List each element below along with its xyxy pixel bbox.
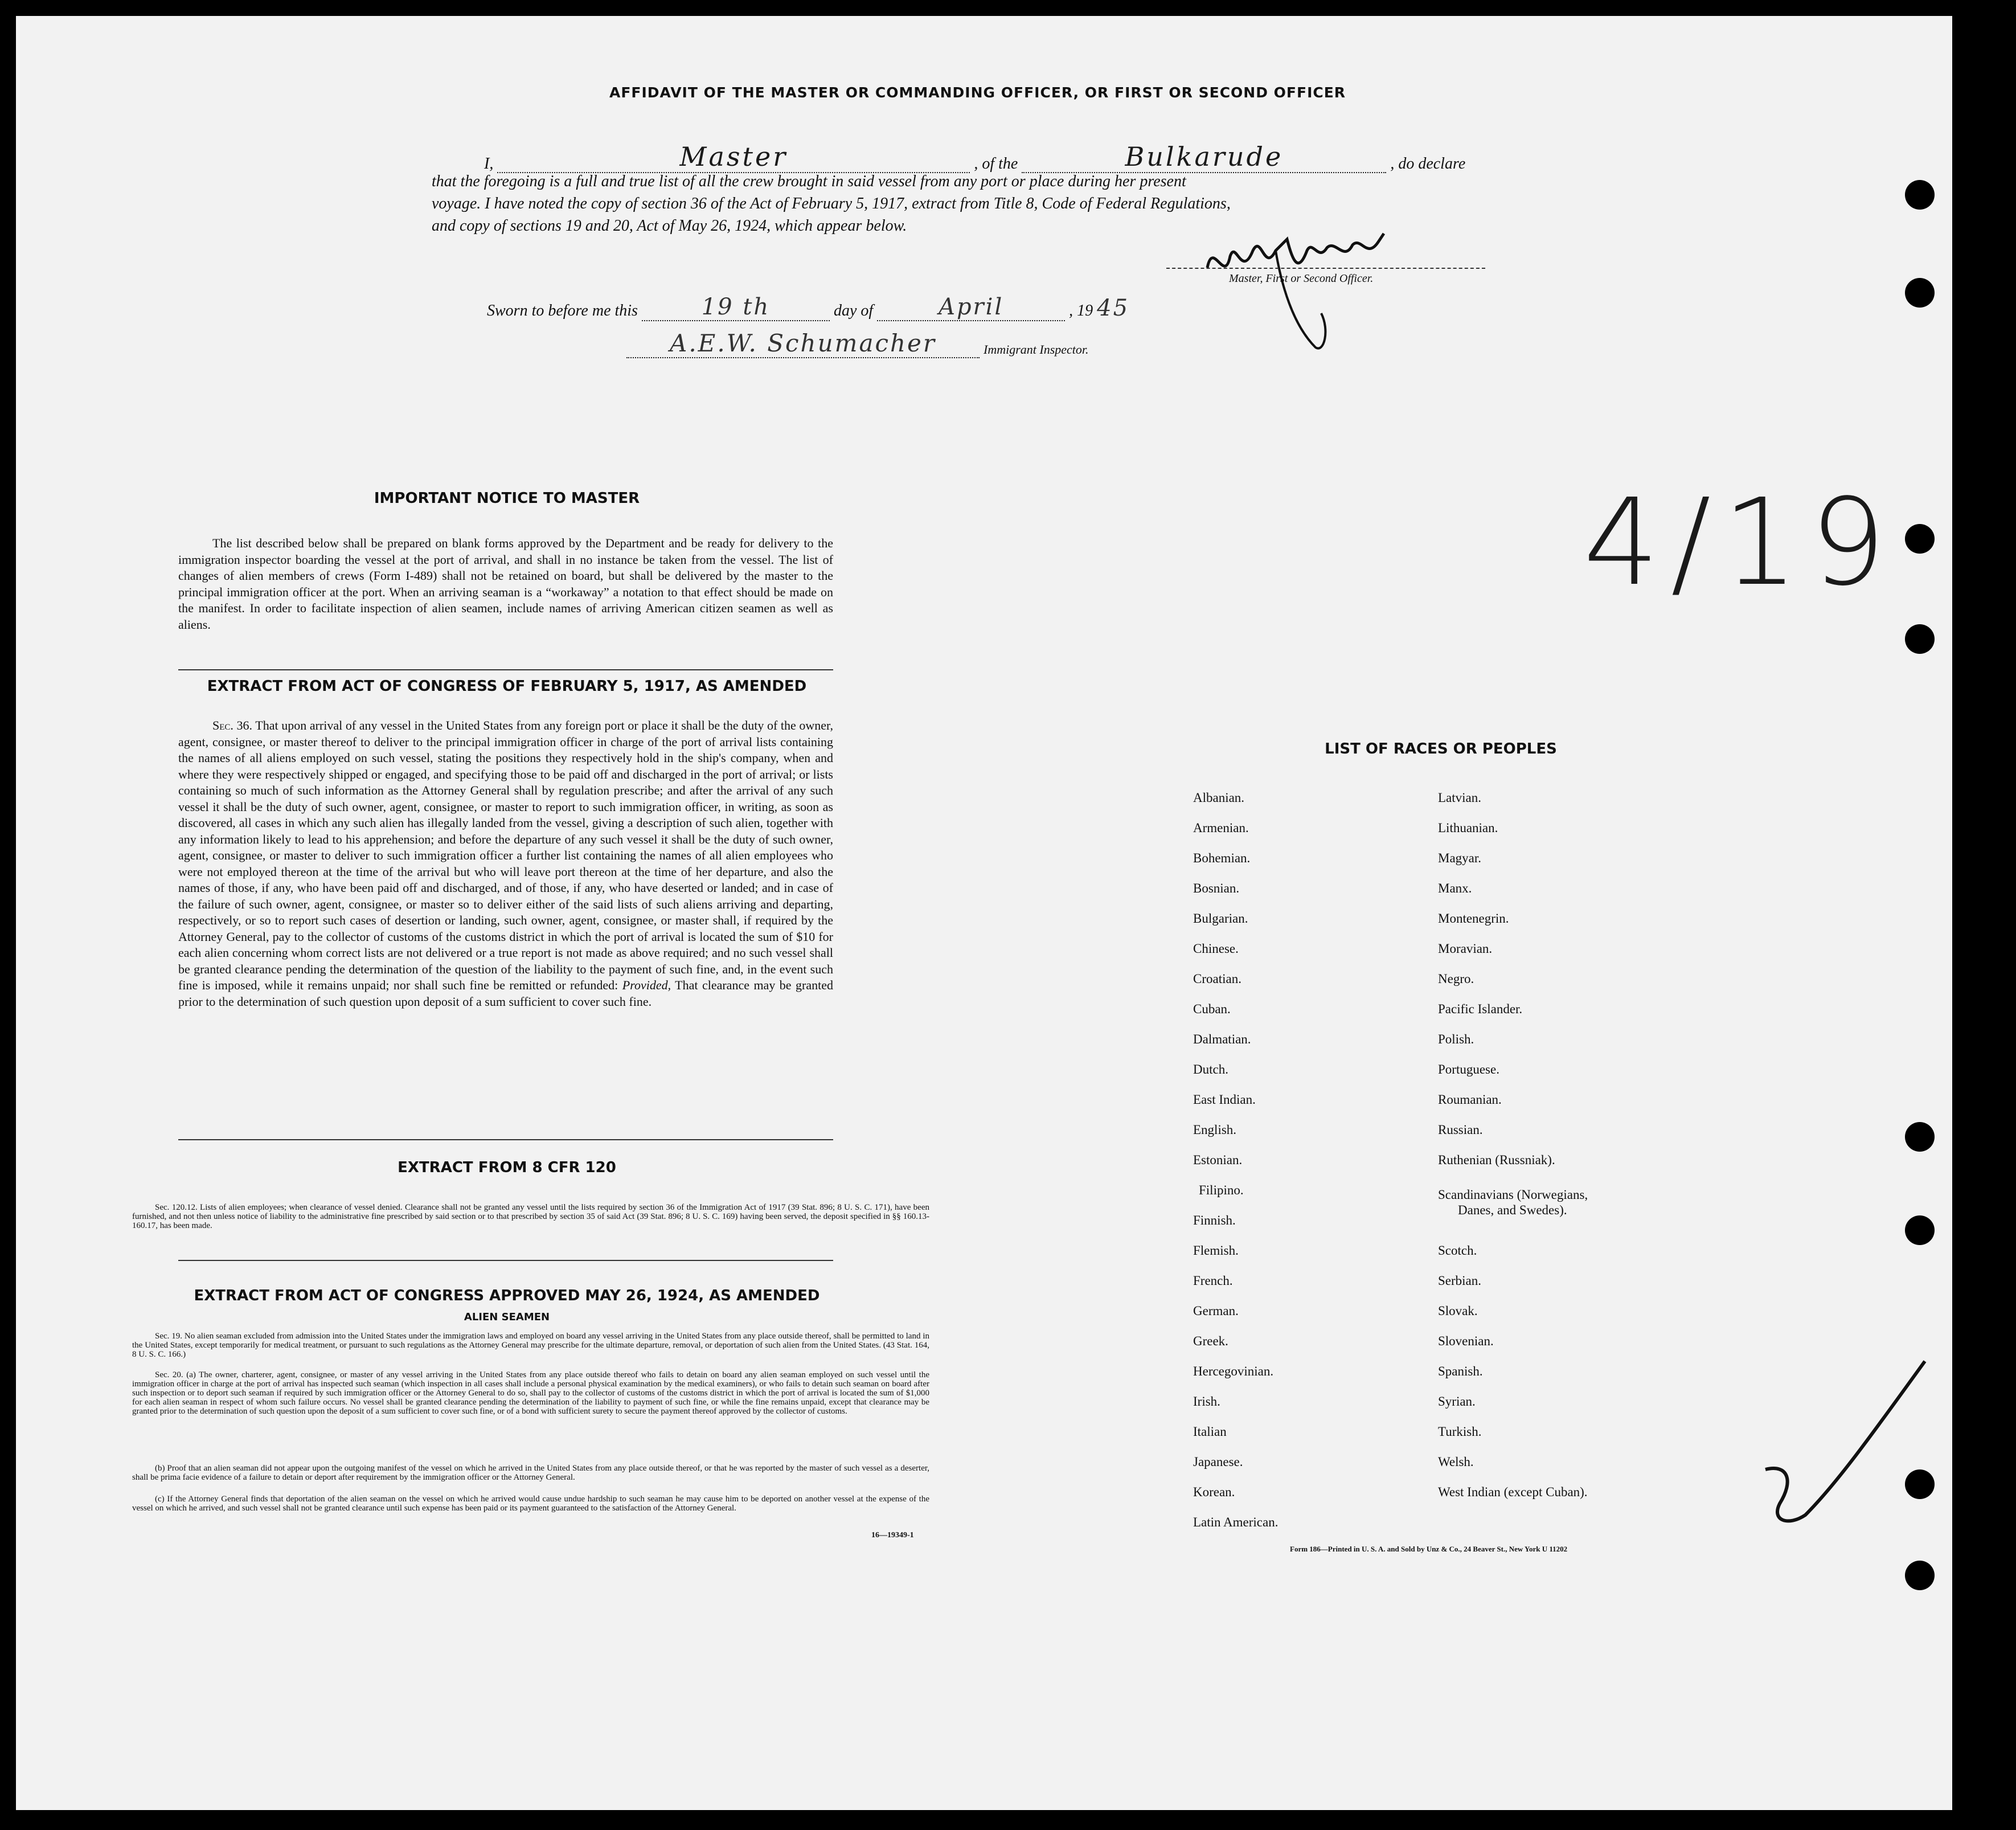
master-field bbox=[497, 141, 970, 173]
master-handwritten: Master bbox=[679, 141, 788, 172]
race-item: Negro. bbox=[1438, 972, 1474, 986]
binder-hole bbox=[1905, 624, 1935, 654]
binder-hole bbox=[1905, 1561, 1935, 1590]
vessel-field bbox=[1022, 141, 1386, 173]
affidavit-line-3: voyage. I have noted the copy of section 36 of the Act of February 5, 1917, extract from Title 8, Code of Federal Regulations, bbox=[432, 195, 1231, 212]
extract-1917-title: EXTRACT FROM ACT OF CONGRESS OF FEBRUARY 5, 1917, AS AMENDED bbox=[207, 678, 807, 695]
binder-hole bbox=[1905, 524, 1935, 554]
race-item: Bosnian. bbox=[1193, 881, 1240, 895]
binder-hole bbox=[1905, 1122, 1935, 1152]
race-item: West Indian (except Cuban). bbox=[1438, 1485, 1588, 1499]
race-item: Bulgarian. bbox=[1193, 911, 1248, 926]
race-item: German. bbox=[1193, 1304, 1239, 1318]
races-title: LIST OF RACES OR PEOPLES bbox=[1325, 740, 1557, 758]
race-item: Chinese. bbox=[1193, 941, 1239, 956]
race-item: Ruthenian (Russniak). bbox=[1438, 1153, 1555, 1167]
race-item: Manx. bbox=[1438, 881, 1472, 895]
day-field bbox=[642, 294, 830, 321]
race-item: Russian. bbox=[1438, 1123, 1483, 1137]
race-item: Albanian. bbox=[1193, 791, 1245, 805]
affidavit-title: AFFIDAVIT OF THE MASTER OR COMMANDING OFFICER, OR FIRST OR SECOND OFFICER bbox=[609, 84, 1346, 101]
race-item: Syrian. bbox=[1438, 1394, 1476, 1409]
extract-1924-title: EXTRACT FROM ACT OF CONGRESS APPROVED MAY 26, 1924, AS AMENDED bbox=[194, 1287, 820, 1304]
race-item: Flemish. bbox=[1193, 1243, 1239, 1258]
race-item: Slovak. bbox=[1438, 1304, 1478, 1318]
cfr-title: EXTRACT FROM 8 CFR 120 bbox=[398, 1159, 616, 1176]
affidavit-line-4: and copy of sections 19 and 20, Act of May 26, 1924, which appear below. bbox=[432, 217, 907, 235]
sec-20b-text: (b) Proof that an alien seaman did not appear upon the outgoing manifest of the vessel on which he arrived in the United States from any place outside thereof, or that he was reported by the master of such vessel as a deserter, shall be prima facie evidence of a failure to detain or deport after requirement by the immigration officer or the Attorney General. bbox=[132, 1464, 929, 1482]
day-label: day of bbox=[833, 302, 874, 320]
proviso-label: Provided, bbox=[622, 978, 671, 992]
divider bbox=[178, 1260, 833, 1261]
race-item: Irish. bbox=[1193, 1394, 1220, 1409]
year-handwritten: 45 bbox=[1097, 295, 1130, 321]
race-item: Scandinavians (Norwegians, bbox=[1438, 1188, 1588, 1202]
race-item: Estonian. bbox=[1193, 1153, 1243, 1167]
month-field bbox=[877, 294, 1065, 321]
sec-36-text: That upon arrival of any vessel in the United States from any foreign port or place it shall be the duty of the owner, agent, consignee, or master thereof to deliver to the principal immigration officer in charge of the port of arrival lists containing the names of all aliens employed on such vessel, stating the positions they respectively hold in the ship's company, when and where they were respectively shipped or engaged, and specifying those to be paid off and discharged in the port of arrival; or lists containing so much of such information as the Attorney General shall by regulation prescribe; and after the arrival of any such vessel it shall be the duty of such owner, agent, consignee, or master to report to such immigration officer, in writing, as soon as discovered, all cases in which any such alien has illegally landed from the vessel, giving a description of such alien, together with any information likely to lead to his apprehension; and before the departure of any such vessel it shall be the duty of such owner, agent, consignee, or master to deliver to such immigration officer a further list containing the names of all alien employees who were not employed thereon at the time of the arrival but who will leave port thereon at the time of her departure, and also the names of those, if any, who have been paid off and discharged, and of those, if any, who have deserted or landed; and in case of the failure of such owner, agent, consignee, or master so to deliver either of the said lists of such aliens arriving and departing, respectively, or so to report such cases of desertion or landing, such owner, agent, consignee, or master shall, if required by the Attorney General, pay to the collector of customs of the customs district in which the port of arrival is located the sum of $10 for each alien concerning whom correct lists are not delivered or a true report is not made as above required; and no such vessel shall be granted clearance pending the determination of the question of the liability to the payment of such fine, and, in the event such fine is imposed, while it remains unpaid; nor shall such fine be remitted or refunded: bbox=[178, 718, 834, 992]
sworn-label: Sworn to before me this bbox=[487, 302, 638, 320]
inspector-handwritten: A.E.W. Schumacher bbox=[670, 329, 936, 357]
cfr-body: Sec. 120.12. Lists of alien employees; when clearance of vessel denied. Clearance shall not be granted any vessel until the lists required by section 36 of the Immigration Act of 1917 (39 Stat. 896; 8 U. S. C. 171), have been furnished, and not then unless notice of liability to the administrative fine prescribed by said section or to that prescribed by section 35 of said Act (39 Stat. 896; 8 U. S. C. 169) having been served, the deposit specified in §§ 160.13-160.17, has been made. bbox=[132, 1203, 929, 1230]
binder-hole bbox=[1905, 1215, 1935, 1245]
divider bbox=[178, 1139, 833, 1140]
handwritten-date-mark: 4/19 bbox=[1583, 473, 1898, 612]
race-item: Greek. bbox=[1193, 1334, 1228, 1348]
race-item: Magyar. bbox=[1438, 851, 1482, 865]
race-item: Scotch. bbox=[1438, 1243, 1477, 1258]
race-item: Japanese. bbox=[1193, 1455, 1243, 1469]
race-item: Lithuanian. bbox=[1438, 821, 1498, 835]
affidavit-declaration-line bbox=[484, 141, 1465, 173]
extract-1917-body bbox=[178, 718, 833, 1010]
race-item: Korean. bbox=[1193, 1485, 1235, 1499]
divider bbox=[178, 669, 833, 670]
race-item: Montenegrin. bbox=[1438, 911, 1509, 926]
inspector-field bbox=[626, 329, 980, 358]
race-item: Pacific Islander. bbox=[1438, 1002, 1523, 1016]
month-handwritten: April bbox=[939, 294, 1004, 320]
race-item: Slovenian. bbox=[1438, 1334, 1494, 1348]
alien-seamen-subtitle: ALIEN SEAMEN bbox=[464, 1311, 550, 1323]
sec-36-label: Sec. 36. bbox=[212, 718, 253, 732]
sec-20a-text: Sec. 20. (a) The owner, charterer, agent, consignee, or master of any vessel arriving in the United States from any place outside thereof who fails to detain on board any alien seaman employed on such vessel until the immigration officer in charge at the port of arrival has inspected such seaman (which inspection in all cases shall include a personal physical examination by the medical examiners), or who fails to detain such seaman on board after such inspection or to deport such seaman if required by such immigration officer or the Attorney General to do so, shall pay to the collector of customs of the customs district in which the port of arrival is located the sum of $1,000 for each alien seaman in respect of whom such failure occurs. No vessel shall be granted clearance pending the determination of the liability to payment of such fine, or while the fine remains unpaid, except that clearance may be granted prior to the determination of such question upon the deposit of a sum sufficient to cover such fine, or of a bond with sufficient surety to secure the payment thereof approved by the collector of customs. bbox=[132, 1370, 929, 1416]
race-item: Armenian. bbox=[1193, 821, 1249, 835]
binder-hole bbox=[1905, 180, 1935, 210]
race-item: Spanish. bbox=[1438, 1364, 1483, 1378]
affidavit-line-2: that the foregoing is a full and true list of all the crew brought in said vessel from any port or place during her present bbox=[432, 173, 1186, 190]
officer-label: Master, First or Second Officer. bbox=[1229, 272, 1374, 285]
binder-hole bbox=[1905, 278, 1935, 308]
race-item: Danes, and Swedes). bbox=[1458, 1203, 1567, 1217]
race-item: Roumanian. bbox=[1438, 1092, 1502, 1107]
race-item: Moravian. bbox=[1438, 941, 1493, 956]
race-item: East Indian. bbox=[1193, 1092, 1256, 1107]
race-item: Welsh. bbox=[1438, 1455, 1474, 1469]
proviso-text: That clearance may be granted prior to the determination of such question upon deposit of a sum sufficient to cover such fine. bbox=[178, 978, 833, 1009]
race-item: Croatian. bbox=[1193, 972, 1241, 986]
race-item: Turkish. bbox=[1438, 1424, 1482, 1439]
officer-signature-line bbox=[1166, 268, 1485, 269]
race-item: Finnish. bbox=[1193, 1213, 1236, 1227]
inspector-label: Immigrant Inspector. bbox=[984, 342, 1089, 357]
race-item: French. bbox=[1193, 1274, 1233, 1288]
of-the-label: , of the bbox=[974, 155, 1018, 173]
form-number: 16—19349-1 bbox=[871, 1531, 914, 1540]
inspector-line bbox=[626, 329, 1089, 358]
race-item: Latvian. bbox=[1438, 791, 1481, 805]
year-label: , 19 bbox=[1069, 302, 1093, 320]
race-item: Latin American. bbox=[1193, 1515, 1279, 1529]
sec-20c-text: (c) If the Attorney General finds that deportation of the alien seaman on the vessel on which he arrived would cause undue hardship to such seaman he may cause him to be deported on another vessel at the expense of the vessel on which he arrived, and such vessel shall not be granted clearance until such expense has been paid or its payment guaranteed to the satisfaction of the Attorney General. bbox=[132, 1495, 929, 1513]
race-item: Dutch. bbox=[1193, 1062, 1228, 1076]
race-item: Serbian. bbox=[1438, 1274, 1482, 1288]
sworn-line bbox=[487, 294, 1129, 321]
notice-body: The list described below shall be prepared on blank forms approved by the Department and be ready for delivery to the immigration inspector boarding the vessel at the port of arrival, and shall in no instance be taken from the vessel. The list of changes of alien members of crews (Form I-489) shall not be retained on board, but shall be delivered by the master to the principal immigration officer at the port. When an arriving seaman is a “workaway” a notation to that effect should be made on the manifest. In order to facilitate inspection of alien seamen, include names of arriving American citizen seamen as well as aliens. bbox=[178, 536, 833, 632]
check-mark bbox=[1754, 1356, 1936, 1544]
race-item: Italian bbox=[1193, 1424, 1227, 1439]
officer-signature bbox=[1196, 216, 1469, 359]
race-item: Cuban. bbox=[1193, 1002, 1231, 1016]
i-label: I, bbox=[484, 155, 494, 173]
vessel-handwritten: Bulkarude bbox=[1125, 141, 1284, 172]
notice-title: IMPORTANT NOTICE TO MASTER bbox=[374, 490, 640, 507]
race-item: Polish. bbox=[1438, 1032, 1474, 1046]
race-item: English. bbox=[1193, 1123, 1237, 1137]
day-handwritten: 19 th bbox=[701, 294, 771, 320]
race-item: Bohemian. bbox=[1193, 851, 1251, 865]
footer-imprint: Form 186—Printed in U. S. A. and Sold by Unz & Co., 24 Beaver St., New York U 11202 bbox=[1290, 1545, 1568, 1553]
race-item: Dalmatian. bbox=[1193, 1032, 1251, 1046]
declare-label: , do declare bbox=[1390, 155, 1466, 173]
race-item: Filipino. bbox=[1199, 1183, 1244, 1197]
race-item: Hercegovinian. bbox=[1193, 1364, 1274, 1378]
sec-19-text: Sec. 19. No alien seaman excluded from admission into the United States under the immigration laws and employed on board any vessel arriving in the United States from any place outside thereof, shall be permitted to land in the United States, except temporarily for medical treatment, or pursuant to such regulations as the Attorney General may prescribe for the ultimate departure, removal, or deportation of such alien from the United States. (43 Stat. 164, 8 U. S. C. 166.) bbox=[132, 1332, 929, 1359]
race-item: Portuguese. bbox=[1438, 1062, 1499, 1076]
